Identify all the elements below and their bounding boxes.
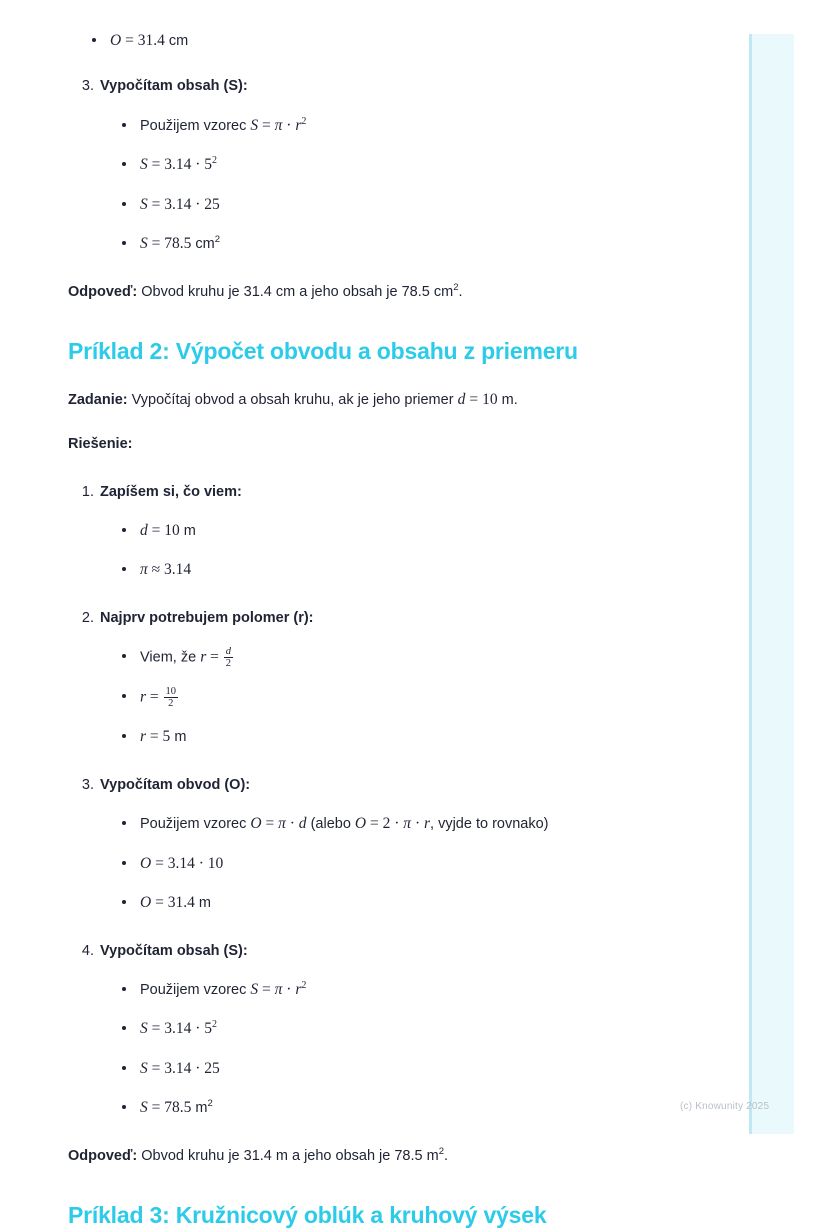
step-item [0, 941, 700, 1120]
step-label: Vypočítam obvod (O): [100, 776, 251, 793]
fraction-denominator: 2 [225, 658, 231, 670]
list-item [118, 726, 700, 748]
math-number: 3.14 [164, 156, 192, 174]
list-item [118, 686, 700, 709]
math-equals: = [262, 116, 271, 134]
math-var-O: O [110, 32, 122, 49]
math-equals: = [265, 815, 275, 833]
formula-intro: Použijem vzorec [140, 981, 247, 998]
step-bullet-list [118, 813, 700, 914]
math-var-r: r [423, 815, 431, 833]
list-item [118, 979, 700, 1001]
math-exponent: 2 [214, 234, 221, 246]
math-var-O: O [354, 815, 367, 833]
list-item [118, 194, 700, 216]
math-number: 5 [162, 728, 171, 746]
math-equals: = [151, 1059, 161, 1077]
list-item [118, 115, 700, 137]
step-label: Zapíšem si, čo viem: [100, 483, 242, 500]
math-var-O: O [140, 894, 152, 912]
math-number: 2 [382, 815, 391, 833]
math-unit: m [501, 392, 514, 409]
math-number: 3.14 [164, 195, 192, 213]
step-number: 1. [81, 483, 94, 500]
math-var-r: r [140, 728, 147, 746]
math-equals: = [151, 521, 161, 539]
example1-step3-prev-bullet-list [0, 30, 700, 52]
math-dot: · [414, 815, 421, 833]
math-exponent: 2 [301, 115, 307, 127]
math-pi: π [403, 815, 412, 833]
math-equals: = [151, 1099, 161, 1117]
math-unit: cm [195, 236, 215, 253]
right-edge-strip [749, 34, 794, 1134]
math-unit: m [195, 1100, 208, 1117]
list-item [118, 1018, 700, 1040]
math-equals: = [149, 688, 159, 706]
math-dot: · [195, 1059, 201, 1077]
list-item [118, 1097, 700, 1119]
math-number: 78.5 [164, 235, 192, 253]
math-equals: = [125, 32, 134, 49]
math-number: 31.4 [137, 32, 165, 49]
step-item [0, 608, 700, 749]
formula-intro: Použijem vzorec [140, 117, 247, 134]
example2-heading: Príklad 2: Výpočet obvodu a obsahu z priemeru [68, 338, 578, 365]
formula-intro: Použijem vzorec [140, 816, 247, 833]
task-text: Vypočítaj obvod a obsah kruhu, ak je jeho priemer d = 10 m. [131, 391, 518, 409]
math-number: 3.14 [164, 1059, 192, 1077]
math-equals: = [210, 648, 219, 666]
step-number: 4. [81, 942, 94, 959]
example1-steps [0, 76, 700, 255]
step-item [0, 76, 700, 255]
step-number: 3. [81, 776, 94, 793]
list-item [118, 1058, 700, 1080]
math-approx: ≈ [151, 561, 161, 579]
math-unit: cm [168, 33, 189, 49]
math-pi: π [274, 980, 283, 998]
math-number: 31.4 [167, 894, 195, 912]
math-dot: · [195, 156, 201, 174]
math-var-S: S [250, 116, 259, 134]
solution-label: Riešenie: [68, 435, 133, 452]
math-dot: · [195, 195, 201, 213]
math-unit: m [174, 729, 187, 746]
math-dot: · [198, 854, 204, 872]
step-number: 2. [81, 609, 94, 626]
step-number: 3. [81, 78, 94, 95]
math-unit: m [183, 522, 196, 539]
step-bullet-list [118, 115, 700, 256]
math-pi: π [274, 116, 283, 134]
fraction-numerator: d [225, 646, 231, 658]
list-item [118, 853, 700, 875]
math-exponent: 2 [438, 1145, 444, 1157]
answer-text: Obvod kruhu je 31.4 m a jeho obsah je 78.5 $m^2$. [141, 1145, 449, 1164]
list-item [118, 559, 700, 581]
math-exponent: 2 [301, 979, 307, 991]
step-bullet-list [118, 520, 700, 582]
math-equals: = [151, 195, 161, 213]
math-equals: = [155, 894, 164, 912]
answer-label: Odpoveď: [68, 1147, 138, 1164]
list-item [118, 154, 700, 176]
step-label: Najprv potrebujem polomer (r): [100, 609, 314, 626]
math-equals: = [155, 854, 164, 872]
list-item [118, 233, 700, 255]
fraction-denominator: 2 [164, 697, 179, 709]
math-dot: · [289, 815, 295, 833]
math-exponent: 2 [212, 1019, 218, 1031]
math-equals: = [151, 235, 161, 253]
math-var-S: S [140, 1099, 148, 1117]
math-exponent: 2 [207, 1098, 213, 1110]
example2-steps [0, 482, 700, 1120]
bullet-intro: Viem, že [140, 649, 197, 666]
example2-solution-label [0, 434, 700, 456]
math-var-d: d [457, 391, 466, 409]
answer-label: Odpoveď: [68, 283, 138, 300]
math-number: 5 [204, 1020, 213, 1038]
step-label: Vypočítam obsah (S): [100, 78, 248, 95]
step-item [0, 482, 700, 582]
math-exponent: 2 [453, 281, 459, 293]
math-number: 3.14 [164, 1020, 192, 1038]
copyright-watermark: (c) Knowunity 2025 [680, 1101, 770, 1112]
list-item [118, 646, 700, 669]
math-number: 3.14 [167, 854, 195, 872]
example2-task [0, 388, 700, 412]
step-bullet-list [118, 646, 700, 749]
math-var-S: S [250, 980, 259, 998]
math-var-r: r [295, 980, 302, 998]
fraction-d-over-2 [224, 646, 233, 669]
step-label: Vypočítam obsah (S): [100, 942, 248, 959]
math-equals: = [151, 156, 161, 174]
list-item [118, 813, 700, 835]
math-number: 25 [204, 195, 220, 213]
math-exponent: 2 [212, 155, 218, 167]
math-var-r: r [140, 688, 147, 706]
alt-formula-open: (alebo [310, 816, 351, 833]
math-pi: π [278, 815, 286, 833]
math-number: 10 [207, 854, 224, 872]
math-equals: = [469, 391, 479, 409]
math-var-d: d [140, 521, 148, 539]
math-var-d: d [298, 815, 307, 833]
list-item [88, 30, 700, 52]
math-number: 25 [204, 1059, 220, 1077]
list-item [118, 892, 700, 914]
math-var-S: S [140, 195, 148, 213]
example1-answer [0, 282, 700, 304]
math-number: 78.5 [164, 1099, 192, 1117]
math-var-r: r [295, 116, 302, 134]
alt-formula-close: , vyjde to rovnako) [430, 816, 549, 833]
fraction-10-over-2 [164, 686, 179, 709]
math-number: 10 [482, 391, 498, 409]
math-var-O: O [250, 815, 262, 833]
math-number: 10 [164, 521, 180, 539]
math-var-O: O [140, 854, 152, 872]
math-dot: · [394, 815, 400, 833]
math-dot: · [286, 980, 292, 998]
answer-text-part1: Obvod kruhu je 31.4 cm a jeho obsah je 78.5 $cm^2$. [141, 281, 463, 300]
math-var-S: S [140, 1059, 148, 1077]
list-item [118, 520, 700, 542]
math-equals: = [262, 980, 271, 998]
math-dot: · [195, 1020, 201, 1038]
fraction-numerator: 10 [165, 686, 177, 698]
math-unit: m [198, 895, 211, 912]
math-var-S: S [140, 235, 148, 253]
example3-heading: Príklad 3: Kružnicový oblúk a kruhový výsek [68, 1202, 547, 1229]
math-var-S: S [140, 156, 148, 174]
math-pi: π [140, 561, 148, 579]
math-equals: = [151, 1020, 161, 1038]
math-number: 3.14 [164, 561, 192, 579]
math-dot: · [286, 116, 292, 134]
step-bullet-list [118, 979, 700, 1120]
example2-answer [0, 1146, 700, 1168]
math-number: 5 [204, 156, 213, 174]
step-item [0, 775, 700, 915]
math-equals: = [370, 815, 379, 833]
math-equals: = [149, 728, 159, 746]
math-var-S: S [140, 1020, 148, 1038]
math-var-r: r [200, 648, 207, 666]
task-label: Zadanie: [68, 392, 128, 409]
